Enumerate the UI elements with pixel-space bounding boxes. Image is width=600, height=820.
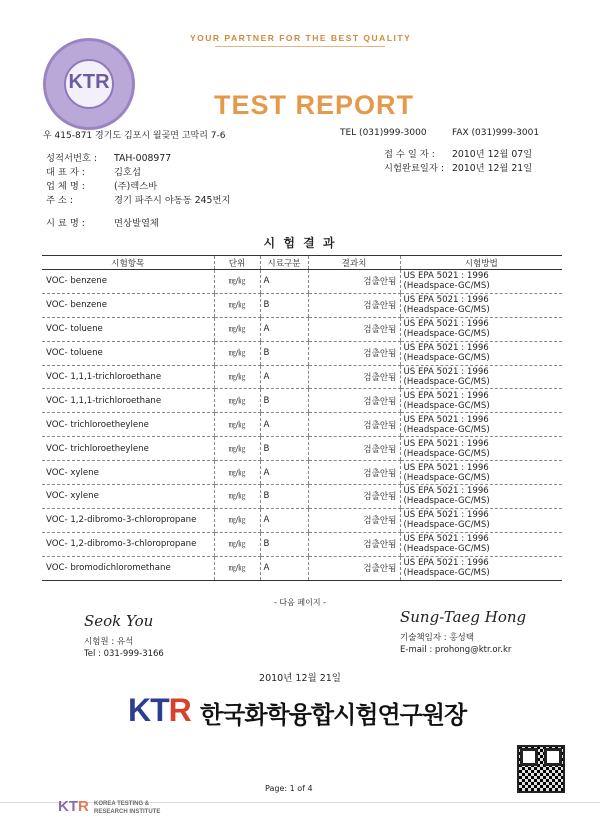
info-ceo bbox=[46, 164, 141, 178]
seal-mark: KTR bbox=[68, 71, 110, 93]
cell-item: VOC- xylene bbox=[42, 485, 214, 509]
footer-logo-r: R bbox=[78, 798, 89, 815]
tagline: YOUR PARTNER FOR THE BEST QUALITY bbox=[190, 33, 412, 43]
cell-result: 검출안됨 bbox=[308, 508, 400, 532]
cell-item: VOC- toluene bbox=[42, 341, 214, 365]
cell-sample: A bbox=[260, 270, 308, 294]
lab-tel: TEL (031)999-3000 bbox=[340, 128, 427, 138]
cell-result: 검출안됨 bbox=[308, 485, 400, 509]
method-standard: US EPA 5021 : 1996 bbox=[403, 558, 489, 569]
footer-logo bbox=[58, 798, 89, 815]
method-technique: (Headspace-GC/MS) bbox=[403, 424, 490, 435]
cell-sample: A bbox=[260, 461, 308, 485]
info-value: 면상발열체 bbox=[114, 218, 159, 229]
header-unit: 단위 bbox=[214, 256, 260, 270]
method-standard: US EPA 5021 : 1996 bbox=[403, 343, 489, 354]
cell-result: 검출안됨 bbox=[308, 556, 400, 580]
lab-fax: FAX (031)999-3001 bbox=[452, 128, 540, 138]
cell-method bbox=[400, 461, 562, 485]
tester-tel: Tel : 031-999-3166 bbox=[84, 649, 164, 659]
table-row bbox=[42, 317, 562, 341]
info-label: 업 체 명 : bbox=[46, 181, 85, 192]
cell-unit: ㎎/㎏ bbox=[214, 389, 260, 413]
cell-item: VOC- 1,2-dibromo-3-chloropropane bbox=[42, 532, 214, 556]
cell-result: 검출안됨 bbox=[308, 317, 400, 341]
footer-line2: RESEARCH INSTITUTE bbox=[94, 809, 161, 815]
cell-result: 검출안됨 bbox=[308, 270, 400, 294]
ktr-logo-kt: KT bbox=[128, 692, 169, 728]
cell-sample: B bbox=[260, 485, 308, 509]
table-row bbox=[42, 341, 562, 365]
table-row bbox=[42, 556, 562, 580]
cell-method bbox=[400, 437, 562, 461]
cell-unit: ㎎/㎏ bbox=[214, 317, 260, 341]
method-standard: US EPA 5021 : 1996 bbox=[403, 534, 489, 545]
footer-line1: KOREA TESTING & bbox=[94, 801, 150, 807]
results-header-row bbox=[42, 256, 562, 270]
method-technique: (Headspace-GC/MS) bbox=[403, 544, 490, 555]
method-technique: (Headspace-GC/MS) bbox=[403, 281, 490, 292]
table-row bbox=[42, 532, 562, 556]
info-value: 김호섭 bbox=[114, 167, 141, 178]
info-company bbox=[46, 178, 157, 192]
info-completion-date bbox=[384, 160, 532, 174]
cell-item: VOC- benzene bbox=[42, 270, 214, 294]
method-technique: (Headspace-GC/MS) bbox=[403, 496, 490, 507]
lab-address: 우 415-871 경기도 김포시 월곶면 고막리 7-6 bbox=[43, 131, 226, 141]
method-technique: (Headspace-GC/MS) bbox=[403, 520, 490, 531]
info-label: 성적서번호 : bbox=[46, 153, 97, 164]
cell-method bbox=[400, 270, 562, 294]
cell-item: VOC- xylene bbox=[42, 461, 214, 485]
cell-item: VOC- 1,1,1-trichloroethane bbox=[42, 389, 214, 413]
page-number: Page: 1 of 4 bbox=[265, 784, 313, 793]
info-value: (주)렉스바 bbox=[114, 181, 158, 192]
cell-result: 검출안됨 bbox=[308, 389, 400, 413]
header-sample: 시료구분 bbox=[260, 256, 308, 270]
table-row bbox=[42, 270, 562, 294]
cell-unit: ㎎/㎏ bbox=[214, 341, 260, 365]
method-standard: US EPA 5021 : 1996 bbox=[403, 438, 489, 449]
info-sample-name bbox=[46, 215, 159, 229]
cell-item: VOC- 1,2-dibromo-3-chloropropane bbox=[42, 508, 214, 532]
cell-item: VOC- bromodichloromethane bbox=[42, 556, 214, 580]
manager-email: E-mail : prohong@ktr.or.kr bbox=[400, 645, 512, 655]
method-technique: (Headspace-GC/MS) bbox=[403, 400, 490, 411]
info-address bbox=[46, 192, 230, 206]
tester-signature: Seok You bbox=[84, 612, 154, 630]
table-row bbox=[42, 437, 562, 461]
info-value: 2010년 12월 07일 bbox=[452, 149, 533, 160]
table-row bbox=[42, 413, 562, 437]
method-technique: (Headspace-GC/MS) bbox=[403, 353, 490, 364]
cell-unit: ㎎/㎏ bbox=[214, 485, 260, 509]
info-value: TAH-008977 bbox=[114, 153, 172, 164]
manager-role: 기술책임자 : 홍성택 bbox=[400, 633, 474, 643]
cell-unit: ㎎/㎏ bbox=[214, 437, 260, 461]
tester-role: 시험원 : 유석 bbox=[84, 637, 134, 647]
cell-sample: A bbox=[260, 317, 308, 341]
cell-method bbox=[400, 556, 562, 580]
cell-unit: ㎎/㎏ bbox=[214, 413, 260, 437]
method-technique: (Headspace-GC/MS) bbox=[403, 329, 490, 340]
cell-unit: ㎎/㎏ bbox=[214, 293, 260, 317]
cell-method bbox=[400, 508, 562, 532]
table-row bbox=[42, 389, 562, 413]
cell-method bbox=[400, 365, 562, 389]
cell-unit: ㎎/㎏ bbox=[214, 270, 260, 294]
footer-logo-kt: KT bbox=[58, 798, 78, 815]
cell-sample: A bbox=[260, 365, 308, 389]
table-row bbox=[42, 485, 562, 509]
manager-signature: Sung-Taeg Hong bbox=[400, 608, 527, 626]
issue-date: 2010년 12월 21일 bbox=[259, 673, 341, 684]
cell-sample: B bbox=[260, 437, 308, 461]
cell-item: VOC- trichloroetheylene bbox=[42, 437, 214, 461]
method-standard: US EPA 5021 : 1996 bbox=[403, 486, 489, 497]
cell-unit: ㎎/㎏ bbox=[214, 508, 260, 532]
method-standard: US EPA 5021 : 1996 bbox=[403, 390, 489, 401]
method-standard: US EPA 5021 : 1996 bbox=[403, 462, 489, 473]
cell-item: VOC- 1,1,1-trichloroethane bbox=[42, 365, 214, 389]
cell-unit: ㎎/㎏ bbox=[214, 532, 260, 556]
cell-result: 검출안됨 bbox=[308, 341, 400, 365]
header-result: 결과치 bbox=[308, 256, 400, 270]
header-method: 시험방법 bbox=[400, 256, 562, 270]
cell-sample: B bbox=[260, 532, 308, 556]
table-row bbox=[42, 508, 562, 532]
cell-item: VOC- benzene bbox=[42, 293, 214, 317]
cell-method bbox=[400, 532, 562, 556]
manager-info bbox=[400, 632, 511, 656]
cell-result: 검출안됨 bbox=[308, 437, 400, 461]
info-label: 접 수 일 자 : bbox=[384, 149, 435, 160]
method-standard: US EPA 5021 : 1996 bbox=[403, 510, 489, 521]
cell-method bbox=[400, 413, 562, 437]
info-label: 시 료 명 : bbox=[46, 218, 85, 229]
ktr-logo-r: R bbox=[168, 692, 191, 728]
cell-sample: A bbox=[260, 413, 308, 437]
info-cert-no bbox=[46, 150, 171, 164]
info-label: 대 표 자 : bbox=[46, 167, 85, 178]
cell-sample: B bbox=[260, 293, 308, 317]
method-standard: US EPA 5021 : 1996 bbox=[403, 414, 489, 425]
footer-institute bbox=[94, 800, 160, 816]
cell-sample: B bbox=[260, 341, 308, 365]
seal-center bbox=[64, 59, 114, 109]
ktr-seal-logo bbox=[43, 38, 135, 130]
cell-method bbox=[400, 293, 562, 317]
cell-sample: A bbox=[260, 508, 308, 532]
cell-result: 검출안됨 bbox=[308, 461, 400, 485]
table-row bbox=[42, 365, 562, 389]
results-body bbox=[42, 270, 562, 581]
cell-result: 검출안됨 bbox=[308, 365, 400, 389]
qr-code-icon bbox=[517, 745, 565, 793]
cell-unit: ㎎/㎏ bbox=[214, 556, 260, 580]
method-standard: US EPA 5021 : 1996 bbox=[403, 319, 489, 330]
method-standard: US EPA 5021 : 1996 bbox=[403, 295, 489, 306]
cell-unit: ㎎/㎏ bbox=[214, 461, 260, 485]
cell-sample: A bbox=[260, 556, 308, 580]
footer-divider bbox=[0, 802, 600, 803]
results-table bbox=[42, 255, 562, 581]
method-technique: (Headspace-GC/MS) bbox=[403, 305, 490, 316]
ktr-logo bbox=[128, 692, 191, 729]
method-standard: US EPA 5021 : 1996 bbox=[403, 367, 489, 377]
info-value: 경기 파주시 야동동 245번지 bbox=[114, 195, 231, 206]
cell-method bbox=[400, 485, 562, 509]
tester-info bbox=[84, 636, 164, 660]
cell-item: VOC- trichloroetheylene bbox=[42, 413, 214, 437]
table-row bbox=[42, 293, 562, 317]
info-label: 주 소 : bbox=[46, 195, 74, 206]
method-technique: (Headspace-GC/MS) bbox=[403, 448, 490, 459]
info-value: 2010년 12월 21일 bbox=[452, 163, 533, 174]
cell-result: 검출안됨 bbox=[308, 413, 400, 437]
results-title: 시 험 결 과 bbox=[263, 236, 337, 250]
next-page-note: - 다음 페이지 - bbox=[273, 598, 327, 607]
cell-unit: ㎎/㎏ bbox=[214, 365, 260, 389]
report-title: TEST REPORT bbox=[214, 90, 415, 120]
header-item: 시험항목 bbox=[42, 256, 214, 270]
table-row bbox=[42, 461, 562, 485]
institute-name: 한국화학융합시험연구원장 bbox=[200, 701, 467, 729]
cell-item: VOC- toluene bbox=[42, 317, 214, 341]
method-technique: (Headspace-GC/MS) bbox=[403, 377, 490, 387]
info-receipt-date bbox=[384, 146, 532, 160]
cell-method bbox=[400, 389, 562, 413]
cell-method bbox=[400, 341, 562, 365]
cell-result: 검출안됨 bbox=[308, 293, 400, 317]
cell-method bbox=[400, 317, 562, 341]
method-standard: US EPA 5021 : 1996 bbox=[403, 271, 489, 282]
cell-sample: B bbox=[260, 389, 308, 413]
info-label: 시험완료일자 : bbox=[384, 163, 444, 174]
method-technique: (Headspace-GC/MS) bbox=[403, 472, 490, 483]
method-technique: (Headspace-GC/MS) bbox=[403, 568, 490, 579]
tagline-divider bbox=[215, 46, 385, 47]
cell-result: 검출안됨 bbox=[308, 532, 400, 556]
